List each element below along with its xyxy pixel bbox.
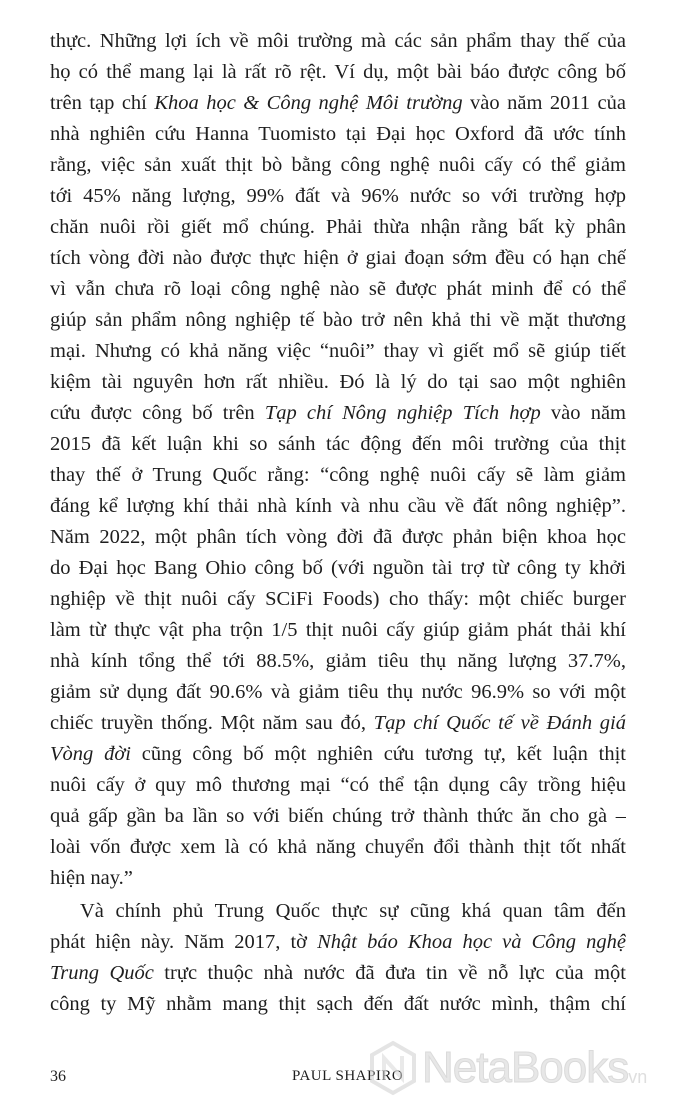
- body-text: hiện nay.”: [50, 867, 133, 889]
- page-number: 36: [50, 1068, 66, 1085]
- body-text: nghiệp về thịt nuôi cấy SCiFi Foods) cho thấy: một chiếc burger: [50, 588, 626, 610]
- text-line: [50, 739, 626, 770]
- watermark-text: NetaBooks: [422, 1043, 629, 1092]
- body-text: chiếc truyền thống. Một năm sau đó,: [50, 712, 374, 734]
- text-line: [50, 989, 626, 1020]
- text-line: [50, 770, 626, 801]
- italic-title-text: Nhật báo Khoa học và Công nghệ: [317, 931, 626, 953]
- body-text: quả gấp gần ba lần so với biến chúng trở thành thức ăn cho gà –: [50, 805, 626, 827]
- text-line: [50, 584, 626, 615]
- text-line: [50, 119, 626, 150]
- text-line: [50, 57, 626, 88]
- text-line: [50, 305, 626, 336]
- text-line: [50, 958, 626, 989]
- body-text: kiệm tài nguyên hơn rất nhiều. Đó là lý do tại sao một nghiên: [50, 371, 626, 393]
- body-text: thực. Những lợi ích về môi trường mà các sản phẩm thay thế của: [50, 30, 626, 52]
- watermark-suffix: vn: [628, 1066, 648, 1087]
- text-line: [50, 615, 626, 646]
- italic-title-text: Tạp chí Nông nghiệp Tích hợp: [264, 402, 541, 424]
- netabooks-watermark: [368, 1040, 647, 1096]
- body-text: do Đại học Bang Ohio công bố (với nguồn tài trợ từ công ty khởi: [50, 557, 626, 579]
- body-text: họ có thể mang lại là rất rõ rệt. Ví dụ, một bài báo được công bố: [50, 61, 626, 83]
- body-text: cũng công bố một nghiên cứu tương tự, kết luận thịt: [130, 743, 626, 765]
- text-line: [50, 832, 626, 863]
- text-line: [50, 677, 626, 708]
- body-text: rằng, việc sản xuất thịt bò bằng công nghệ nuôi cấy có thể giảm: [50, 154, 626, 176]
- text-line: [50, 801, 626, 832]
- body-text: nhà nghiên cứu Hanna Tuomisto tại Đại học Oxford đã ước tính: [50, 123, 626, 145]
- text-line: [50, 88, 626, 119]
- body-text: công ty Mỹ nhằm mang thịt sạch đến đất nước mình, thậm chí: [50, 993, 626, 1015]
- body-text: Và chính phủ Trung Quốc thực sự cũng khá quan tâm đến: [80, 900, 626, 922]
- italic-title-text: Tạp chí Quốc tế về Đánh giá: [373, 712, 626, 734]
- body-text: tích vòng đời nào được thực hiện ở giai đoạn sớm đều có hạn chế: [50, 247, 626, 269]
- italic-title-text: Trung Quốc: [50, 962, 154, 984]
- text-line: [50, 212, 626, 243]
- text-line: [50, 896, 626, 927]
- text-line: [50, 150, 626, 181]
- text-line: [50, 708, 626, 739]
- text-line: [50, 429, 626, 460]
- text-line: [50, 274, 626, 305]
- text-line: [50, 398, 626, 429]
- text-line: [50, 863, 626, 894]
- body-text: chăn nuôi rồi giết mổ chúng. Phải thừa nhận rằng bất kỳ phân: [50, 216, 626, 238]
- body-text: tới 45% năng lượng, 99% đất và 96% nước so với trường hợp: [50, 185, 626, 207]
- text-line: [50, 26, 626, 57]
- text-line: [50, 491, 626, 522]
- body-text: trực thuộc nhà nước đã đưa tin về nỗ lực của một: [153, 962, 626, 984]
- italic-title-text: Vòng đời: [50, 743, 131, 765]
- body-text: nuôi cấy ở quy mô thương mại “có thể tận dụng cây trồng hiệu: [50, 774, 626, 796]
- body-text: mại. Nhưng có khả năng việc “nuôi” thay vì giết mổ sẽ giúp tiết: [50, 340, 626, 362]
- body-text: vào năm 2011 của: [462, 92, 626, 114]
- text-line: [50, 522, 626, 553]
- body-text: loài vốn được xem là có khả năng chuyển đổi thành thịt tốt nhất: [50, 836, 626, 858]
- body-text: Năm 2022, một phân tích vòng đời đã được phản biện khoa học: [50, 526, 626, 548]
- body-text: vào năm: [540, 402, 626, 424]
- body-text: phát hiện này. Năm 2017, tờ: [50, 931, 318, 953]
- body-text: giảm sử dụng đất 90.6% và giảm tiêu thụ nước 96.9% so với một: [50, 681, 626, 703]
- paragraph: [50, 26, 626, 894]
- body-text: thay thế ở Trung Quốc rằng: “công nghệ nuôi cấy sẽ làm giảm: [50, 464, 626, 486]
- body-text: nhà kính tổng thể tới 88.5%, giảm tiêu thụ năng lượng 37.7%,: [50, 650, 626, 672]
- text-line: [50, 927, 626, 958]
- text-line: [50, 367, 626, 398]
- body-text: 2015 đã kết luận khi so sánh tác động đến môi trường của thịt: [50, 433, 626, 455]
- paragraph: [50, 896, 626, 1020]
- body-text: cứu được công bố trên: [50, 402, 265, 424]
- body-text: làm từ thực vật pha trộn 1/5 thịt nuôi cấy giúp giảm phát thải khí: [50, 619, 626, 641]
- book-page-body: [50, 26, 626, 1020]
- body-text: vì vẫn chưa rõ loại công nghệ nào sẽ được phát minh để có thể: [50, 278, 626, 300]
- italic-title-text: Khoa học & Công nghệ Môi trường: [154, 92, 463, 114]
- text-line: [50, 336, 626, 367]
- text-line: [50, 646, 626, 677]
- text-line: [50, 181, 626, 212]
- text-line: [50, 460, 626, 491]
- body-text: đáng kể lượng khí thải nhà kính và nhu cầu về đất nông nghiệp”.: [50, 495, 626, 517]
- text-line: [50, 553, 626, 584]
- netabooks-logo-icon: [368, 1040, 418, 1096]
- text-line: [50, 243, 626, 274]
- running-footer-author: PAUL SHAPIRO: [292, 1068, 404, 1084]
- body-text: giúp sản phẩm nông nghiệp tế bào trở nên khả thi về mặt thương: [50, 309, 626, 331]
- body-text: trên tạp chí: [50, 92, 155, 114]
